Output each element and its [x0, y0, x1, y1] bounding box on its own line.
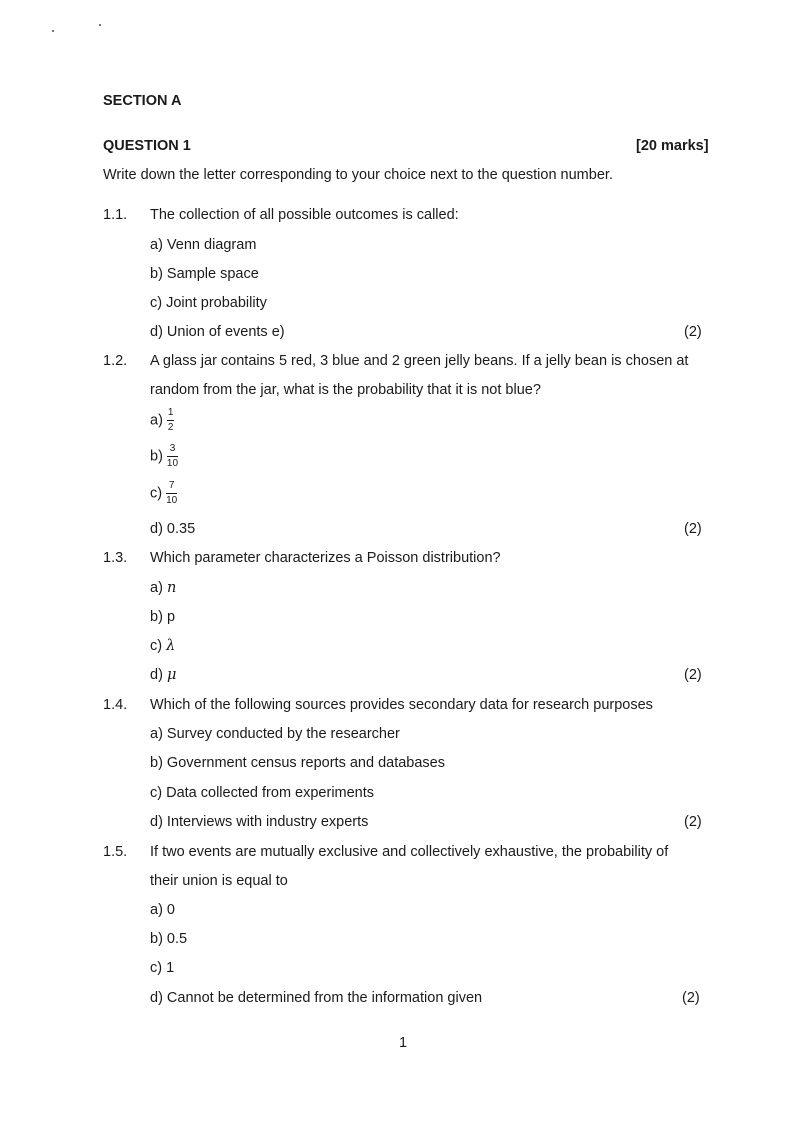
option-label: b) [150, 448, 163, 465]
option [150, 580, 176, 596]
fraction [167, 408, 175, 433]
option: c) 1 [150, 960, 175, 976]
item-marks: (2) [684, 324, 702, 340]
option [150, 408, 174, 433]
math-symbol: λ [166, 638, 176, 654]
fraction-denominator: 2 [167, 422, 174, 433]
scan-speck [99, 24, 101, 26]
question-instruction: Write down the letter corresponding to your choice next to the question number. [103, 167, 613, 183]
question-marks: [20 marks] [636, 138, 709, 154]
option: c) Data collected from experiments [150, 785, 375, 801]
option: b) Sample space [150, 266, 259, 282]
option-label: c) [150, 638, 163, 654]
item-text: random from the jar, what is the probability that it is not blue? [150, 382, 541, 398]
option [150, 609, 175, 625]
item-marks: (2) [682, 990, 700, 1006]
item-text: The collection of all possible outcomes is called: [150, 207, 459, 223]
option [150, 667, 176, 683]
item-text: A glass jar contains 5 red, 3 blue and 2 green jelly beans. If a jelly bean is chosen at [150, 353, 689, 369]
option [150, 638, 175, 654]
scan-speck [52, 30, 54, 32]
item-number: 1.4. [103, 697, 128, 713]
item-text: their union is equal to [150, 873, 288, 889]
item-text: Which parameter characterizes a Poisson distribution? [150, 550, 501, 566]
item-number: 1.2. [103, 353, 128, 369]
fraction-numerator: 1 [167, 408, 175, 421]
fraction [166, 481, 177, 506]
option-label: a) [150, 580, 163, 596]
option: a) Venn diagram [150, 237, 257, 253]
math-symbol: p [166, 609, 176, 625]
item-marks: (2) [684, 814, 702, 830]
fraction [167, 444, 178, 469]
option: d) Interviews with industry experts [150, 814, 369, 830]
option: b) 0.5 [150, 931, 188, 947]
item-number: 1.1. [103, 207, 128, 223]
option-label: a) [150, 412, 163, 429]
option: b) Government census reports and databases [150, 755, 445, 771]
fraction-numerator: 7 [166, 481, 177, 494]
option: a) Survey conducted by the researcher [150, 726, 400, 742]
fraction-denominator: 10 [166, 458, 179, 469]
item-number: 1.5. [103, 844, 128, 860]
section-title: SECTION A [103, 93, 182, 109]
item-marks: (2) [684, 521, 702, 537]
option [150, 481, 177, 506]
option-label: b) [150, 609, 163, 625]
item-text: If two events are mutually exclusive and collectively exhaustive, the probability of [150, 844, 669, 860]
option: d) Cannot be determined from the information given [150, 990, 483, 1006]
option: a) 0 [150, 902, 175, 918]
option-label: d) [150, 667, 163, 683]
fraction-denominator: 10 [166, 495, 178, 506]
option-label: c) [150, 485, 163, 502]
option: d) Union of events e) [150, 324, 285, 340]
option: d) 0.35 [150, 521, 196, 537]
math-symbol: μ [166, 667, 177, 683]
question-title: QUESTION 1 [103, 138, 191, 154]
item-number: 1.3. [103, 550, 128, 566]
fraction-numerator: 3 [167, 444, 178, 457]
math-symbol: n [166, 580, 177, 596]
item-text: Which of the following sources provides secondary data for research purposes [150, 697, 653, 713]
page-number: 1 [399, 1035, 408, 1051]
option [150, 444, 178, 469]
option: c) Joint probability [150, 295, 267, 311]
item-marks: (2) [684, 667, 702, 683]
